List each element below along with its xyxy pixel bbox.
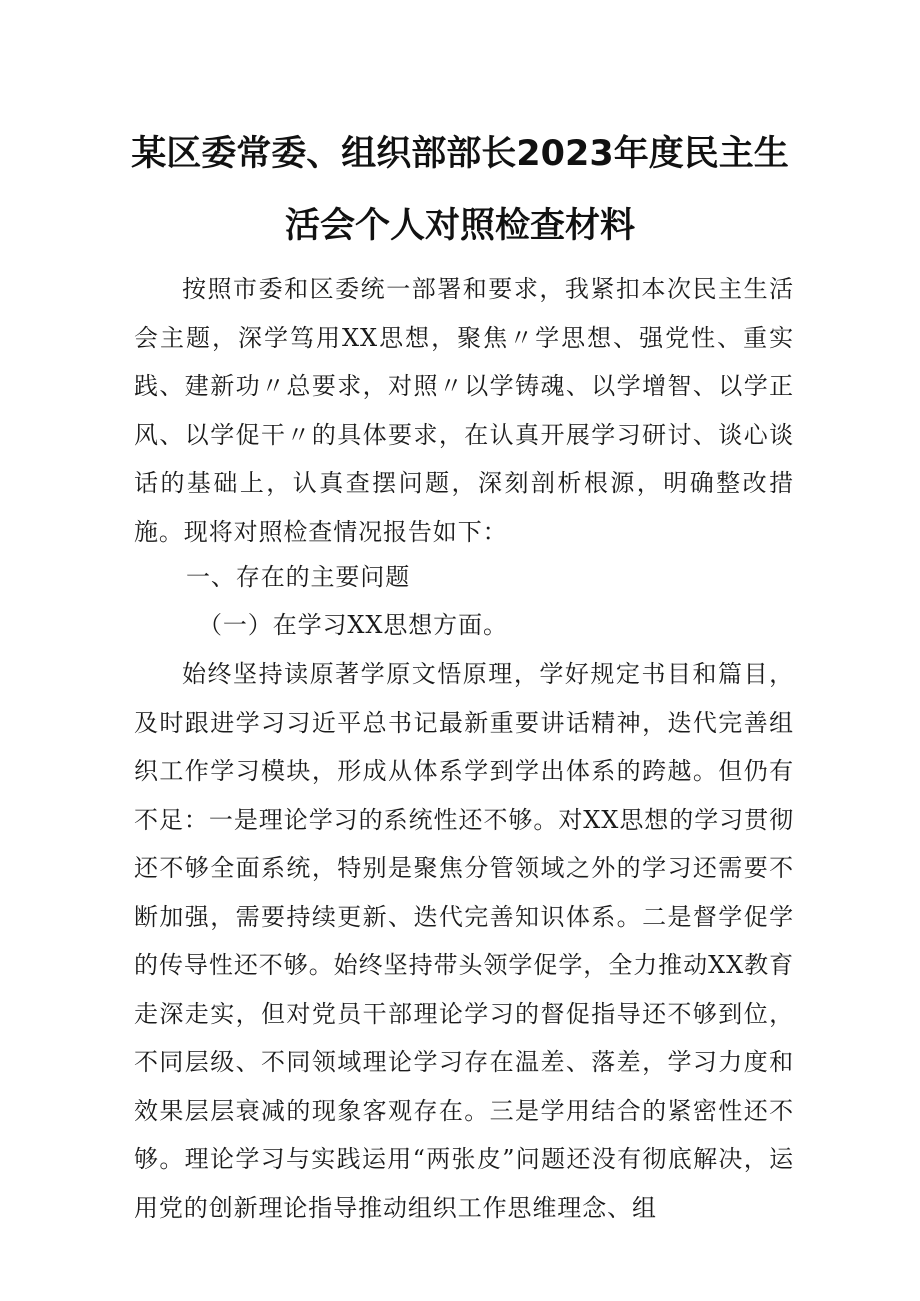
subsection-1-paragraph: 始终坚持读原著学原文悟原理，学好规定书目和篇目，及时跟进学习习近平总书记最新重要讲话精神，迭代完善组织工作学习模块，形成从体系学到学出体系的跨越。但仍有不足：一是理论学习的系统性还不够。对XX思想的学习贯彻还不够全面系统，特别是聚焦分管领域之外的学习还需要不断加强，需要持续更新、迭代完善知识体系。二是督学促学的传导性还不够。始终坚持带头领学促学，全力推动XX教育走深走实，但对党员干部理论学习的督促指导还不够到位，不同层级、不同领域理论学习存在温差、落差，学习力度和效果层层衰减的现象客观存在。三是学用结合的紧密性还不够。理论学习与实践运用“两张皮”问题还没有彻底解决，运用党的创新理论指导推动组织工作思维理念、组 bbox=[134, 660, 794, 1222]
subsection-body-block bbox=[134, 650, 794, 1232]
document-title-line-1: 某区委常委、组织部部长2023年度民主生 bbox=[131, 134, 789, 174]
section-heading-block bbox=[186, 553, 846, 602]
subsection-heading-block bbox=[198, 601, 858, 650]
intro-paragraph: 按照市委和区委统一部署和要求，我紧扣本次民主生活会主题，深学笃用XX思想，聚焦〃学思想、强党性、重实践、建新功〃总要求，对照〃以学铸魂、以学增智、以学正风、以学促干〃的具体要求，在认真开展学习研讨、谈心谈话的基础上，认真查摆问题，深刻剖析根源，明确整改措施。现将对照检查情况报告如下： bbox=[134, 275, 794, 546]
section-1-heading: 一、存在的主要问题 bbox=[186, 563, 411, 591]
subsection-1-heading: （一）在学习XX思想方面。 bbox=[198, 611, 508, 639]
intro-block bbox=[134, 265, 794, 556]
document-title-line-2: 活会个人对照检查材料 bbox=[284, 206, 635, 246]
